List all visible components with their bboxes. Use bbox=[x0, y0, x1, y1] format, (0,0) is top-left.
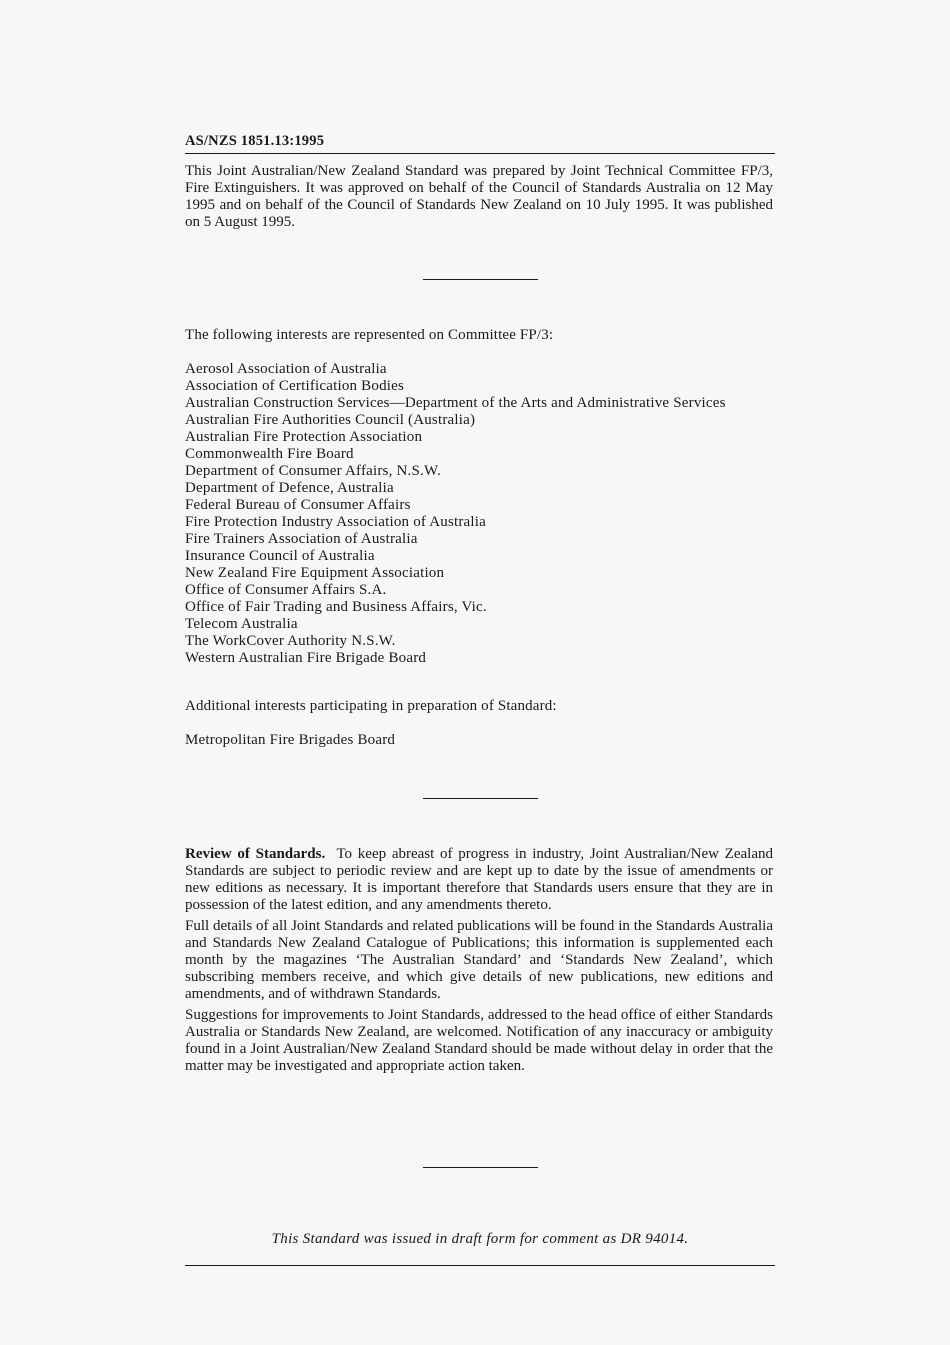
list-item: Fire Trainers Association of Australia bbox=[185, 531, 418, 547]
review-text-1: To keep abreast of progress in industry, Joint Australian/New Zealand Standards are subject to periodic review and are kept up to date by the issue of amendments or new editions as necessary. It is important therefore that Standards users ensure that they are in possession of the latest edition, and any amendments thereto. bbox=[185, 846, 773, 913]
additional-interests-intro: Additional interests participating in preparation of Standard: bbox=[185, 698, 557, 714]
list-item: The WorkCover Authority N.S.W. bbox=[185, 633, 396, 649]
header-rule bbox=[185, 153, 775, 154]
draft-note: This Standard was issued in draft form for comment as DR 94014. bbox=[271, 1231, 689, 1247]
review-of-standards-section bbox=[185, 846, 773, 1079]
list-item: Association of Certification Bodies bbox=[185, 378, 405, 394]
review-heading: Review of Standards. bbox=[185, 846, 326, 862]
section-divider-1 bbox=[423, 279, 538, 280]
committee-member-list bbox=[185, 361, 775, 667]
footer-rule bbox=[185, 1265, 775, 1266]
list-item: Western Australian Fire Brigade Board bbox=[185, 650, 427, 666]
preparation-paragraph: This Joint Australian/New Zealand Standard was prepared by Joint Technical Committee FP/3, Fire Extinguishers. It was approved on behalf of the Council of Standards Australia on 12 May 1995 and on behalf of the Council of Standards New Zealand on 10 July 1995. It was published on 5 August 1995. bbox=[185, 163, 773, 230]
review-paragraph-3: Suggestions for improvements to Joint Standards, addressed to the head office of either Standards Australia or Standards New Zealand, are welcomed. Notification of any inaccuracy or ambiguity found in a Joint Australian/New Zealand Standard should be made without delay in order that the matter may be investigated and appropriate action taken. bbox=[185, 1007, 773, 1074]
list-item: Department of Defence, Australia bbox=[185, 480, 394, 496]
additional-interest-item: Metropolitan Fire Brigades Board bbox=[185, 732, 396, 748]
list-item: Insurance Council of Australia bbox=[185, 548, 375, 564]
list-item: Aerosol Association of Australia bbox=[185, 361, 387, 377]
list-item: Australian Fire Authorities Council (Australia) bbox=[185, 412, 476, 428]
list-item: Commonwealth Fire Board bbox=[185, 446, 354, 462]
section-divider-3 bbox=[423, 1167, 538, 1168]
list-item: Australian Fire Protection Association bbox=[185, 429, 423, 445]
list-item: Telecom Australia bbox=[185, 616, 298, 632]
list-item: Office of Fair Trading and Business Affairs, Vic. bbox=[185, 599, 487, 615]
list-item: Fire Protection Industry Association of Australia bbox=[185, 514, 487, 530]
standard-identifier: AS/NZS 1851.13:1995 bbox=[185, 133, 325, 149]
committee-intro: The following interests are represented on Committee FP/3: bbox=[185, 327, 554, 343]
review-paragraph-1 bbox=[185, 846, 773, 914]
list-item: New Zealand Fire Equipment Association bbox=[185, 565, 445, 581]
list-item: Federal Bureau of Consumer Affairs bbox=[185, 497, 411, 513]
list-item: Department of Consumer Affairs, N.S.W. bbox=[185, 463, 441, 479]
review-paragraph-2: Full details of all Joint Standards and related publications will be found in the Standards Australia and Standards New Zealand Catalogue of Publications; this information is supplemented each month by the magazines ‘The Australian Standard’ and ‘Standards New Zealand’, which subscribing members receive, and which give details of new publications, new editions and amendments, and of withdrawn Standards. bbox=[185, 918, 773, 1002]
list-item: Office of Consumer Affairs S.A. bbox=[185, 582, 387, 598]
list-item: Australian Construction Services—Department of the Arts and Administrative Services bbox=[185, 395, 726, 411]
section-divider-2 bbox=[423, 798, 538, 799]
